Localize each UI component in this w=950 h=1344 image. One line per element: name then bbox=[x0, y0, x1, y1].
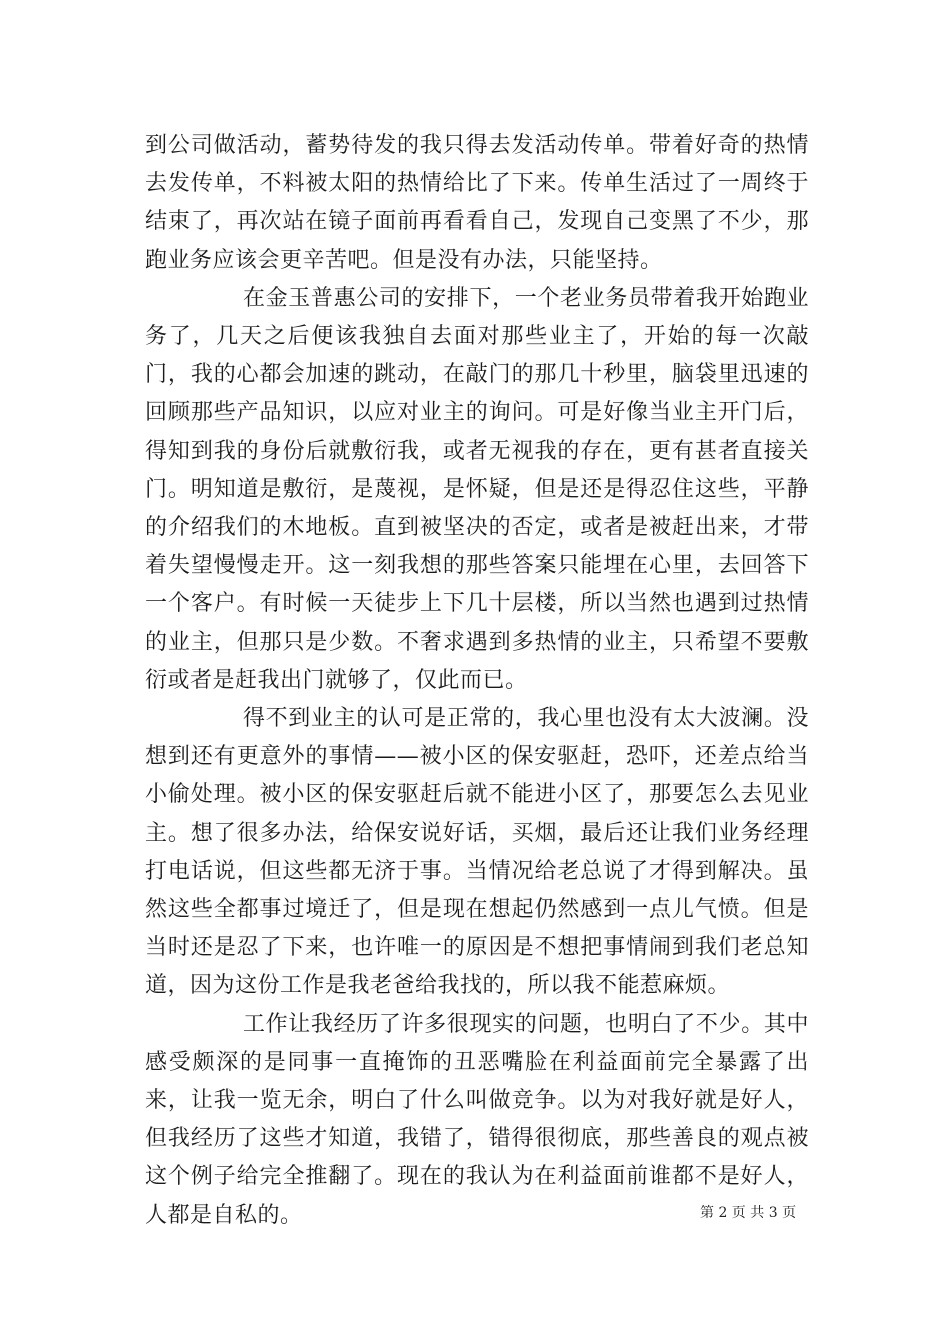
paragraph-work-lessons: 工作让我经历了许多很现实的问题，也明白了不少。其中感受颇深的是同事一直掩饰的丑恶嘴脸在利益面前完全暴露了出来，让我一览无余，明白了什么叫做竞争。以为对我好就是好人，但我经历了这些才知道，我错了，错得很彻底，那些善良的观点被这个例子给完全推翻了。现在的我认为在利益面前谁都不是好人，人都是自私的。 bbox=[145, 1011, 809, 1228]
paragraph-door-to-door: 在金玉普惠公司的安排下，一个老业务员带着我开始跑业务了，几天之后便该我独自去面对那些业主了，开始的每一次敲门，我的心都会加速的跳动，在敲门的那几十秒里，脑袋里迅速的回顾那些产品知识，以应对业主的询问。可是好像当业主开门后，得知到我的身份后就敷衍我，或者无视我的存在，更有甚者直接关门。明知道是敷衍，是蔑视，是怀疑，但是还是得忍住这些，平静的介绍我们的木地板。直到被坚决的否定，或者是被赶出来，才带着失望慢慢走开。这一刻我想的那些答案只能埋在心里，去回答下一个客户。有时候一天徒步上下几十层楼，所以当然也遇到过热情的业主，但那只是少数。不奢求遇到多热情的业主，只希望不要敷衍或者是赶我出门就够了，仅此而已。 bbox=[145, 285, 809, 693]
page-number: 第 2 页 共 3 页 bbox=[700, 1205, 797, 1221]
body-text bbox=[145, 127, 809, 1235]
paragraph-continued: 到公司做活动，蓄势待发的我只得去发活动传单。带着好奇的热情去发传单，不料被太阳的热情给比了下来。传单生活过了一周终于结束了，再次站在镜子面前再看看自己，发现自己变黑了不少，那跑业务应该会更辛苦吧。但是没有办法，只能坚持。 bbox=[145, 133, 809, 273]
paragraph-security-guards: 得不到业主的认可是正常的，我心里也没有太大波澜。没想到还有更意外的事情——被小区的保安驱赶，恐吓，还差点给当小偷处理。被小区的保安驱赶后就不能进小区了，那要怎么去见业主。想了很多办法，给保安说好话，买烟，最后还让我们业务经理打电话说，但这些都无济于事。当情况给老总说了才得到解决。虽然这些全都事过境迁了，但是现在想起仍然感到一点儿气愤。但是当时还是忍了下来，也许唯一的原因是不想把事情闹到我们老总知道，因为这份工作是我老爸给我找的，所以我不能惹麻烦。 bbox=[145, 706, 809, 999]
